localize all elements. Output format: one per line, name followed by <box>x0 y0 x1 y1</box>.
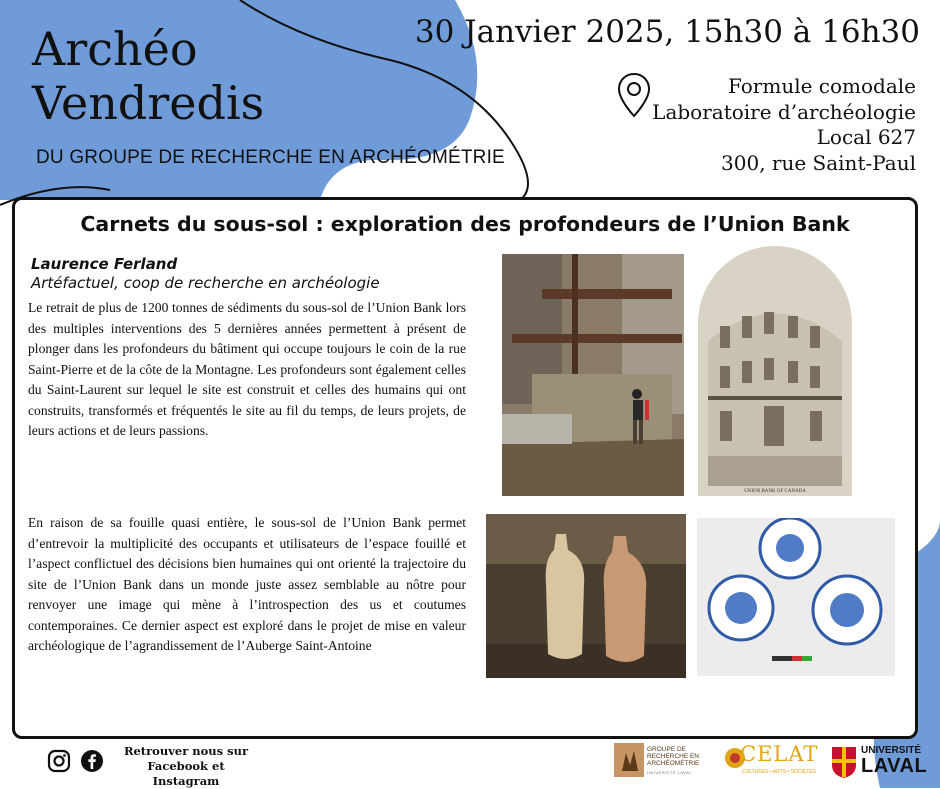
logo-celat <box>722 741 822 781</box>
logo-gra-line3: ARCHÉOMÉTRIE <box>647 760 700 767</box>
event-title-line1: Archéo <box>32 22 198 76</box>
speaker-affiliation: Artéfactuel, coop de recherche en archéologie <box>31 274 380 292</box>
blue-plates-photo <box>697 518 895 676</box>
engraving-caption: UNION BANK OF CANADA <box>744 489 806 494</box>
description-paragraph-2: En raison de sa fouille quasi entière, le sous-sol de l’Union Bank permet d’entrevoir la multiplicité des occupants et utilisateurs de l’espace fouillé et l’aspect conflictuel des décisions bien humaines qui ont orienté la trajectoire du site de l’Union Bank dans un monde juste assez semblable au nôtre pour renvoyer une image qui mène à l’introspection des us et coutumes contemporaines. Ce dernier aspect est exploré dans le projet de mise en valeur archéologique de l’agrandissement de l’Auberge Saint-Antoine <box>28 515 466 653</box>
address-line-3: Local 627 <box>816 125 916 149</box>
talk-card <box>12 197 918 739</box>
social-callout <box>116 744 256 789</box>
social-callout-line1: Retrouver nous sur <box>123 744 249 758</box>
event-title-line2: Vendredis <box>32 76 265 130</box>
map-pin-icon <box>617 72 651 118</box>
logo-groupe-recherche-archeometrie <box>612 741 716 779</box>
gra-emblem-icon <box>614 743 644 777</box>
stoneware-jugs-photo <box>486 514 686 678</box>
social-callout-line2: Facebook et Instagram <box>147 759 225 788</box>
logo-laval-line2: LAVAL <box>861 755 928 777</box>
laval-shield-icon <box>830 745 858 779</box>
logo-gra-text <box>647 746 699 767</box>
logo-universite-laval <box>828 743 928 781</box>
event-address <box>652 74 916 176</box>
excavation-photo <box>502 254 684 496</box>
logo-gra-line1: GROUPE DE <box>647 746 687 753</box>
address-line-4: 300, rue Saint-Paul <box>721 150 916 175</box>
talk-title: Carnets du sous-sol : exploration des profondeurs de l’Union Bank <box>80 212 850 236</box>
union-bank-engraving <box>698 246 852 496</box>
address-line-2: Laboratoire d’archéologie <box>652 99 916 124</box>
logo-laval-line1: UNIVERSITÉ <box>861 745 922 756</box>
address-line-1: Formule comodale <box>727 74 916 98</box>
speaker-name: Laurence Ferland <box>31 255 178 273</box>
logo-celat-sub: CULTURES • ARTS • SOCIÉTÉS <box>742 769 816 775</box>
instagram-icon[interactable] <box>47 749 71 773</box>
event-date: 30 Janvier 2025, 15h30 à 16h30 <box>414 14 920 50</box>
event-title <box>32 22 264 130</box>
facebook-icon[interactable] <box>80 749 104 773</box>
logo-celat-word: CELAT <box>740 742 819 766</box>
logo-gra-line2: RECHERCHE EN <box>647 753 700 760</box>
description-paragraph-1: Le retrait de plus de 1200 tonnes de sédiments du sous-sol de l’Union Bank lors des multiples interventions des 5 dernières années permettent à présent de plonger dans les profondeurs du bâtiment qui occupe toujours le coin de la rue Saint-Pierre et de la côte de la Montagne. Les profondeurs sont également celles du Saint-Laurent sur lequel le site est construit et celles des humains qui ont construits, transformés et fréquentés le site au fil du temps, de leurs projets, de leurs actions et de leurs passions. <box>28 300 466 438</box>
event-subtitle: DU GROUPE DE RECHERCHE EN ARCHÉOMÉTRIE <box>36 147 505 168</box>
logo-gra-sub: UNIVERSITÉ LAVAL <box>647 770 692 775</box>
